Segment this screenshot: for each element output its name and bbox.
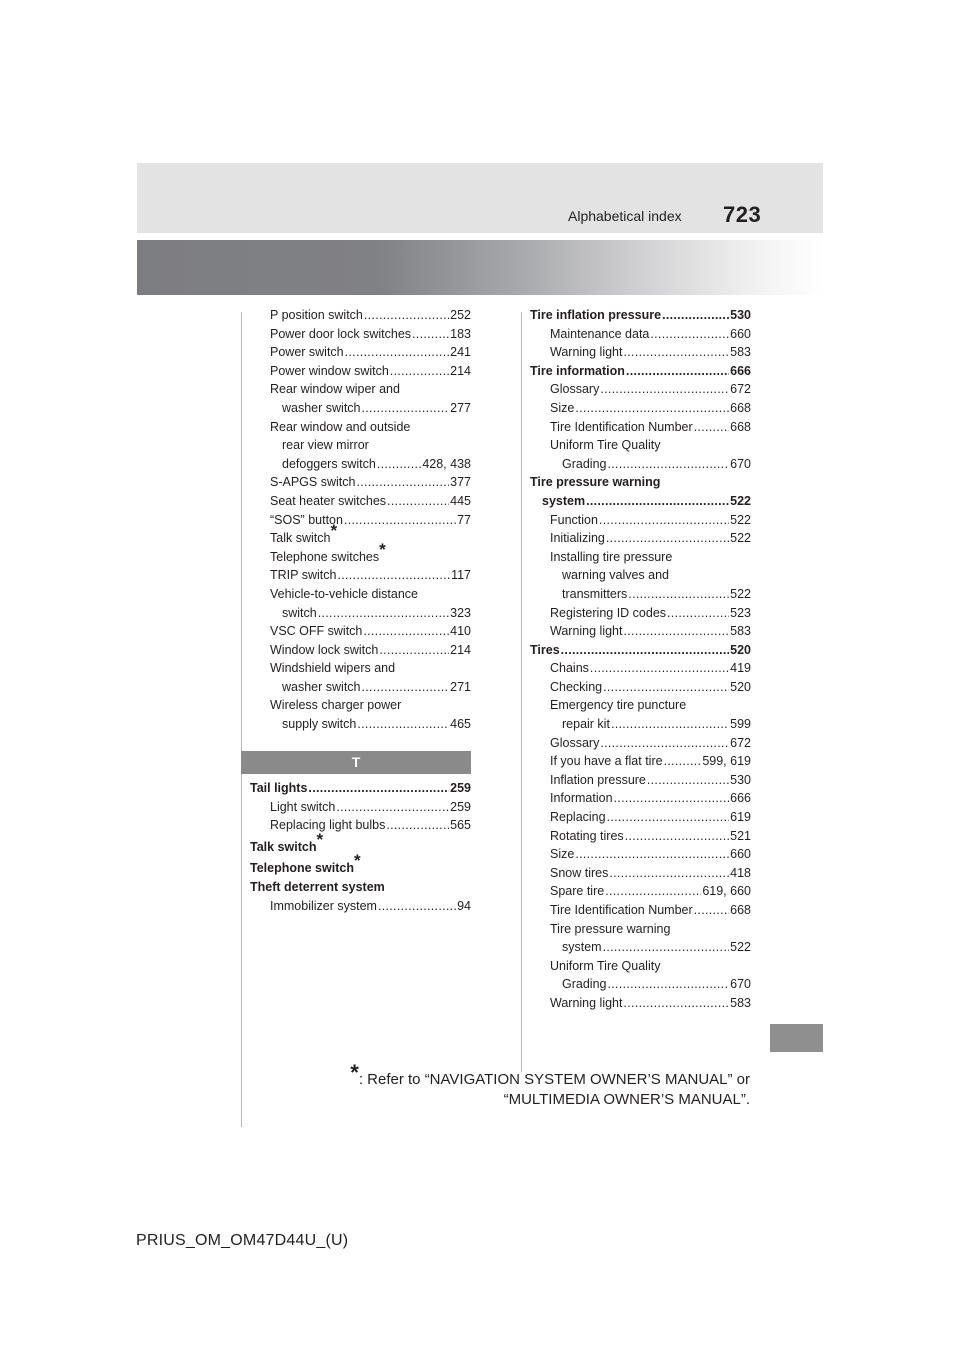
index-entry-line: Telephone switches* — [270, 539, 386, 564]
index-entry: VSC OFF switch ..... 410 — [270, 622, 471, 641]
index-entry-main-line: Tire pressure warning — [530, 475, 661, 490]
index-entry-main: Theft deterrent system — [250, 879, 385, 894]
index-entry: P position switch ..... 252 — [270, 306, 471, 325]
index-entry: “SOS” button ..... 77 — [270, 511, 471, 530]
section-letter-header: T — [241, 751, 471, 774]
index-entry-line: Uniform Tire Quality — [550, 438, 661, 453]
index-entry: Grading ..... 670 — [530, 975, 751, 994]
index-entry: Power door lock switches ..... 183 — [270, 325, 471, 344]
index-entry-line: Talk switch* — [270, 521, 338, 546]
index-entry-line: Uniform Tire Quality — [550, 958, 661, 973]
index-entry: Power switch ..... 241 — [270, 343, 471, 362]
index-entry: Tire Identification Number ..... 668 — [530, 901, 751, 920]
asterisk-mark: * — [330, 521, 338, 541]
index-entry-line: Rear window wiper and — [270, 382, 400, 397]
index-entry: Grading ..... 670 — [530, 455, 751, 474]
header-gradient-bar — [137, 240, 823, 295]
index-entry: Spare tire ..... 619, 660 — [530, 882, 751, 901]
index-entry: Glossary ..... 672 — [530, 380, 751, 399]
index-entry: Warning light ..... 583 — [530, 343, 751, 362]
index-entry: Immobilizer system ..... 94 — [250, 897, 471, 916]
column-divider-left — [241, 312, 242, 1127]
index-entry-main: Tires ..... 520 — [530, 641, 751, 660]
index-entry: Power window switch ..... 214 — [270, 362, 471, 381]
index-entry-main: system ..... 522 — [530, 492, 751, 511]
index-entry: Snow tires ..... 418 — [530, 864, 751, 883]
asterisk-mark: * — [379, 539, 386, 559]
index-entry: repair kit ..... 599 — [530, 715, 751, 734]
index-entry: Window lock switch ..... 214 — [270, 641, 471, 660]
index-entry: supply switch ..... 465 — [270, 715, 471, 734]
index-entry: Maintenance data ..... 660 — [530, 325, 751, 344]
index-entry-main: Talk switch* — [250, 829, 324, 854]
index-entry: S-APGS switch ..... 377 — [270, 473, 471, 492]
index-entry: system ..... 522 — [530, 938, 751, 957]
index-entry-line: Rear window and outside — [270, 419, 411, 434]
index-entry: Warning light ..... 583 — [530, 622, 751, 641]
index-entry: washer switch ..... 271 — [270, 678, 471, 697]
asterisk-mark: * — [353, 851, 361, 871]
index-entry: Information ..... 666 — [530, 789, 751, 808]
document-code: PRIUS_OM_OM47D44U_(U) — [136, 1232, 349, 1249]
index-entry-main: Tire information ..... 666 — [530, 362, 751, 381]
index-entry-line: Tire pressure warning — [550, 921, 671, 936]
index-entry: Warning light ..... 583 — [530, 994, 751, 1013]
index-entry: TRIP switch ..... 117 — [270, 566, 471, 585]
index-entry: Registering ID codes ..... 523 — [530, 604, 751, 623]
index-entry-main: Tire inflation pressure ..... 530 — [530, 306, 751, 325]
index-entry: Light switch ..... 259 — [250, 798, 471, 817]
index-entry: Rotating tires ..... 521 — [530, 827, 751, 846]
index-entry: Size ..... 668 — [530, 399, 751, 418]
column-divider-middle — [521, 312, 522, 1072]
index-entry-line: Installing tire pressure — [550, 549, 673, 564]
asterisk-mark: * — [316, 829, 324, 849]
index-entry-line: Vehicle-to-vehicle distance — [270, 586, 418, 601]
index-entry-line: Emergency tire puncture — [550, 698, 687, 713]
page-number: 723 — [723, 202, 762, 227]
index-entry-main: Tail lights ..... 259 — [250, 779, 471, 798]
header-title: Alphabetical index — [568, 208, 682, 224]
footnote-line-2: “MULTIMEDIA OWNER’S MANUAL”. — [503, 1091, 750, 1108]
index-column-a — [270, 306, 471, 734]
index-entry-line: rear view mirror — [282, 438, 369, 453]
index-entry: transmitters ..... 522 — [530, 585, 751, 604]
index-column-b — [250, 779, 471, 915]
index-entry-line: Windshield wipers and — [270, 661, 396, 676]
footnote-asterisk: * — [350, 1060, 359, 1085]
index-entry: washer switch ..... 277 — [270, 399, 471, 418]
footnote-line-1: *: Refer to “NAVIGATION SYSTEM OWNER’S MANUAL” or — [350, 1060, 750, 1088]
index-entry: Replacing light bulbs ..... 565 — [250, 816, 471, 835]
index-entry: Initializing ..... 522 — [530, 529, 751, 548]
index-entry: defoggers switch ..... 428, 438 — [270, 455, 471, 474]
index-entry: Checking ..... 520 — [530, 678, 751, 697]
index-entry: Chains ..... 419 — [530, 659, 751, 678]
index-entry: If you have a flat tire ..... 599, 619 — [530, 752, 751, 771]
index-column-c — [530, 306, 751, 1013]
index-entry: Tire Identification Number ..... 668 — [530, 418, 751, 437]
index-entry: Size ..... 660 — [530, 845, 751, 864]
index-entry-line: Wireless charger power — [270, 698, 402, 713]
index-entry: Function ..... 522 — [530, 511, 751, 530]
footnote — [280, 1060, 750, 1110]
index-entry: switch ..... 323 — [270, 604, 471, 623]
header-band — [137, 163, 823, 233]
index-entry: Inflation pressure ..... 530 — [530, 771, 751, 790]
index-entry: Glossary ..... 672 — [530, 734, 751, 753]
index-entry-main: Telephone switch* — [250, 851, 361, 876]
index-entry: Seat heater switches ..... 445 — [270, 492, 471, 511]
index-entry-line: warning valves and — [562, 568, 670, 583]
section-thumb-tab — [770, 1024, 823, 1052]
index-entry: Replacing ..... 619 — [530, 808, 751, 827]
